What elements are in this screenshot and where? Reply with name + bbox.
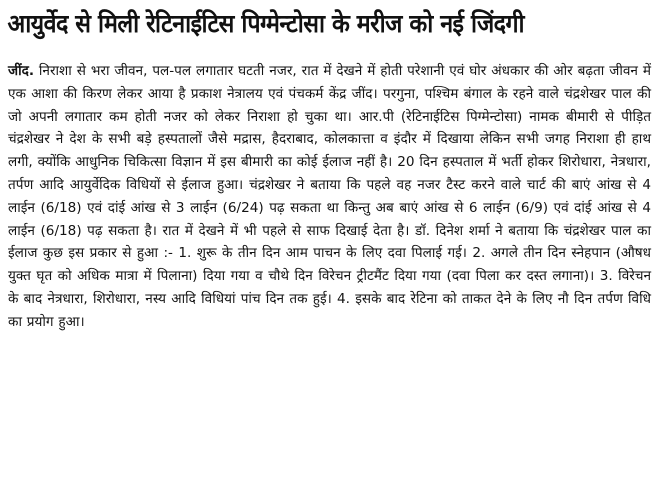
dateline: जींद. [8,63,34,79]
article-body [8,60,651,334]
article-body-text: निराशा से भरा जीवन, पल-पल लगातार घटती नजर, रात में देखने में होती परेशानी एवं घोर अंधकार की ओर बढ़ता जीवन में एक आशा की किरण लेकर आया है प्रकाश नेत्रालय एवं पंचकर्म केंद्र जींद। परगुना, पश्चिम बंगाल के रहने वाले चंद्रशेखर पाल की जो अपनी लगातार कम होती नजर को लेकर निराशा हो चुका था। आर.पी (रेटिनाईटिस पिग्मेन्टोसा) नामक बीमारी से पीड़ित चंद्रशेखर ने देश के सभी बड़े हस्पतालों जैसे मद्रास, हैदराबाद, कोलकात्ता व इंदौर में दिखाया लेकिन सभी जगह निराशा ही हाथ लगी, क्योंकि आधुनिक चिकित्सा विज्ञान में इस बीमारी का कोई ईलाज नहीं है। 20 दिन हस्पताल में भर्ती होकर शिरोधारा, नेत्रधारा, तर्पण आदि आयुर्वेदिक विधियों से ईलाज हुआ। चंद्रशेखर ने बताया कि पहले वह नजर टैस्ट करने वाले चार्ट की बाएं आंख से 4 लाईन (6/18) एवं दांई आंख से 3 लाईन (6/24) पढ़ सकता था किन्तु अब बाएं आंख से 6 लाईन (6/9) एवं दांई आंख से 4 लाईन (6/18) पढ़ सकता है। रात में देखने में भी पहले से साफ दिखाई देता है। डॉ. दिनेश शर्मा ने बताया कि चंद्रशेखर पाल का ईलाज कुछ इस प्रकार से हुआ :- 1. शुरू के तीन दिन आम पाचन के लिए दवा पिलाई गई। 2. अगले तीन दिन स्नेहपान (औषध युक्त घृत को अधिक मात्रा में पिलाना) दिया गया व चौथे दिन विरेचन ट्रीटमैंट दिया गया (दवा पिला कर दस्त लगाना)। 3. विरेचन के बाद नेत्रधारा, शिरोधारा, नस्य आदि विधियां पांच दिन तक हुई। 4. इसके बाद रेटिना को ताकत देने के लिए नौ दिन तर्पण विधि का प्रयोग हुआ। [8,63,651,330]
headline: आयुर्वेद से मिली रेटिनाईटिस पिग्मेन्टोसा के मरीज को नई जिंदगी [7,9,524,38]
